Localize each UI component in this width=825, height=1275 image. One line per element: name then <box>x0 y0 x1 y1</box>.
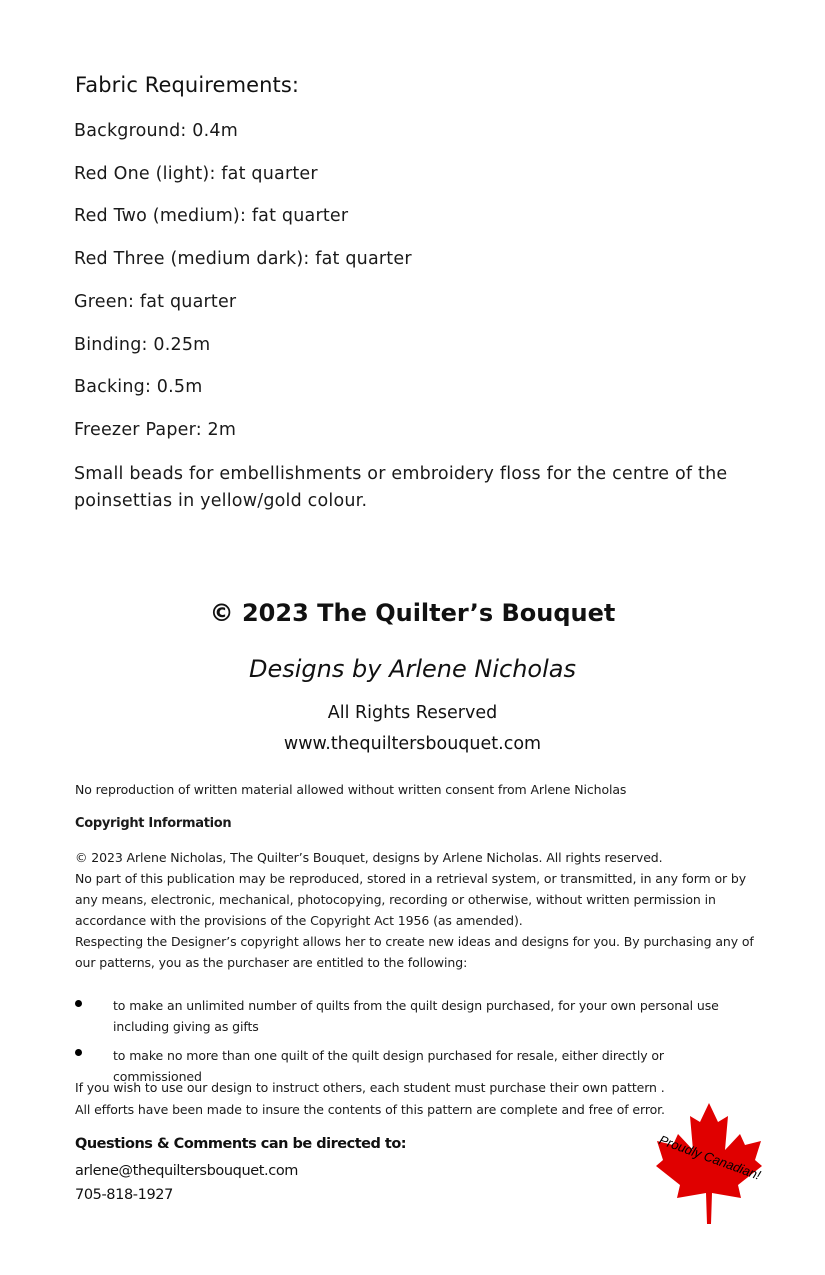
fabric-item-binding: Binding: 0.25m <box>74 335 211 355</box>
copyright-title: © 2023 The Quilter’s Bouquet <box>209 599 616 627</box>
fabric-item-backing: Backing: 0.5m <box>74 377 203 397</box>
badge-text: Proudly Canadian! <box>657 1132 763 1183</box>
all-rights-reserved: All Rights Reserved <box>327 703 498 723</box>
bullet-icon <box>75 1049 82 1056</box>
fabric-item-freezer-paper: Freezer Paper: 2m <box>74 420 237 440</box>
fabric-item-red-two: Red Two (medium): fat quarter <box>74 206 349 226</box>
website-link[interactable]: www.thequiltersbouquet.com <box>283 734 542 754</box>
copyright-paragraph: © 2023 Arlene Nicholas, The Quilter’s Bouquet, designs by Arlene Nicholas. All rights reserved. <box>75 850 663 865</box>
copyright-paragraph: Respecting the Designer’s copyright allows her to create new ideas and designs for you. By purchasing any of our patterns, you as the purchaser are entitled to the following: <box>75 934 754 970</box>
copyright-paragraph: No part of this publication may be reproduced, stored in a retrieval system, or transmitted, in any form or by any means, electronic, mechanical, photocopying, recording or otherwise, without written permission in accordance with the provisions of the Copyright Act 1956 (as amended). <box>75 871 747 928</box>
contact-email[interactable]: arlene@thequiltersbouquet.com <box>75 1163 299 1179</box>
fabric-note: Small beads for embellishments or embroidery floss for the centre of the poinsettias in yellow/gold colour. <box>74 464 728 511</box>
fabric-item-red-three: Red Three (medium dark): fat quarter <box>74 249 412 269</box>
copyright-paragraphs <box>75 847 755 973</box>
fabric-item-green: Green: fat quarter <box>74 292 237 312</box>
fabric-item-red-one: Red One (light): fat quarter <box>74 164 318 184</box>
designer-line: Designs by Arlene Nicholas <box>249 655 576 683</box>
fabric-item-background: Background: 0.4m <box>74 121 238 141</box>
no-reproduction-notice: No reproduction of written material allowed without written consent from Arlene Nicholas <box>75 782 627 797</box>
bullet-icon <box>75 1000 82 1007</box>
copyright-info-heading: Copyright Information <box>75 816 232 831</box>
closing-line: If you wish to use our design to instruct others, each student must purchase their own pattern . <box>75 1080 665 1095</box>
fabric-heading: Fabric Requirements: <box>75 73 300 97</box>
contact-phone: 705-818-1927 <box>75 1187 173 1203</box>
bullet-item: to make no more than one quilt of the quilt design purchased for resale, either directly or commissioned <box>113 1048 664 1084</box>
bullet-item: to make an unlimited number of quilts from the quilt design purchased, for your own personal use including giving as gifts <box>113 998 719 1034</box>
proudly-canadian-badge <box>648 1100 770 1224</box>
closing-line: All efforts have been made to insure the contents of this pattern are complete and free of error. <box>75 1102 665 1117</box>
contact-heading: Questions & Comments can be directed to: <box>75 1136 407 1152</box>
